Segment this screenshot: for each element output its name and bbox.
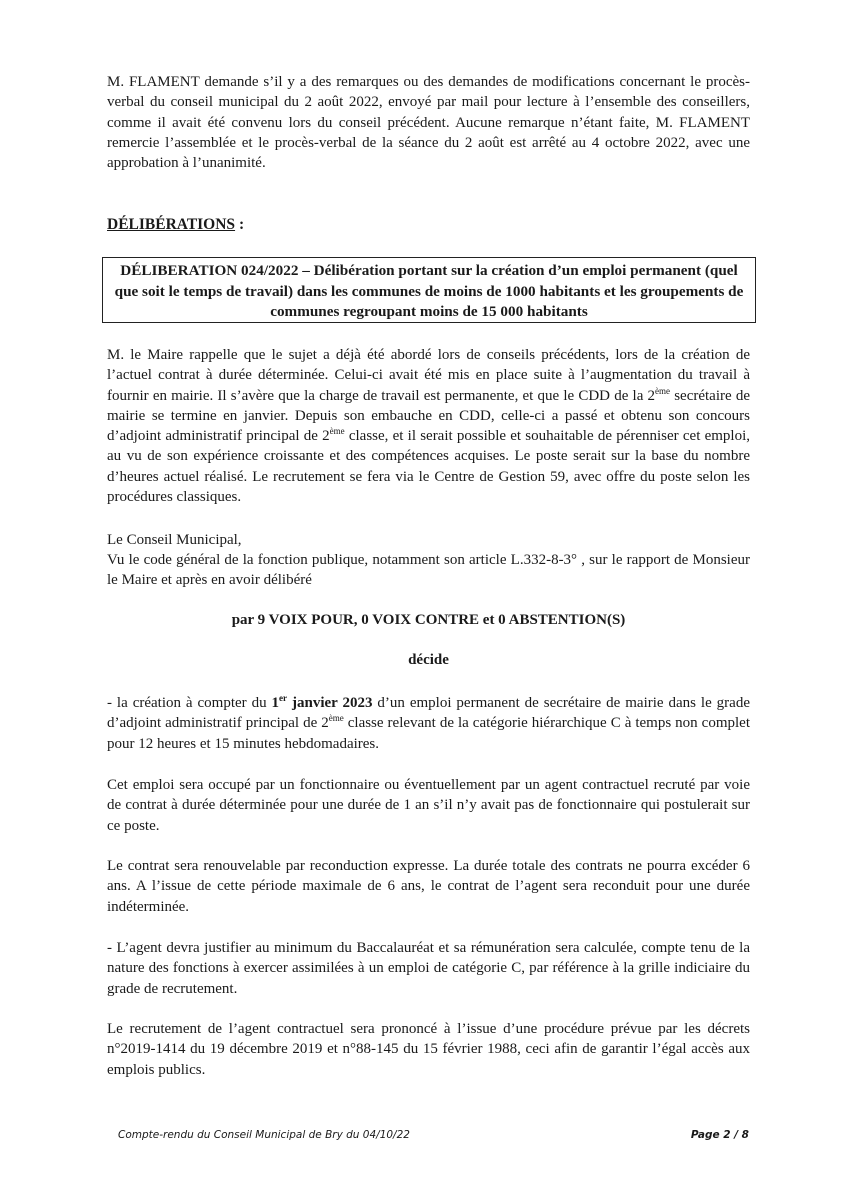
context-paragraph: [107, 345, 750, 507]
decision-date: [272, 695, 373, 711]
superscript: ème: [655, 385, 671, 396]
vu-paragraph: Vu le code général de la fonction publique, notamment son article L.332-8-3° , sur le rapport de Monsieur le Maire et après en avoir délibéré: [107, 552, 750, 589]
superscript: er: [279, 693, 288, 703]
intro-paragraph: M. FLAMENT demande s’il y a des remarques ou des demandes de modifications concernant le procès-verbal du conseil municipal du 2 août 2022, envoyé par mail pour lecture à l’ensemble des conseillers, comme il avait été convenu lors du conseil précédent. Aucune remarque n’étant faite, M. FLAMENT remercie l’assemblée et le procès-verbal de la séance du 2 août est arrêté au 4 octobre 2022, avec une approbation à l’unanimité.: [107, 74, 750, 172]
section-title-text: DÉLIBÉRATIONS: [107, 216, 236, 233]
occupancy-paragraph: Cet emploi sera occupé par un fonctionnaire ou éventuellement par un agent contractuel recruté par voie de contrat à durée déterminée pour une durée de 1 an s’il n’y avait pas de fonctionnaire qui postulerait sur ce poste.: [107, 777, 750, 834]
context-text-b: secrétaire de mairie se termine en janvier. Depuis son embauche en CDD, celle-ci a passé et obtenu son concours d’adjoint administratif principal de 2: [107, 387, 750, 445]
qualification-paragraph: - L’agent devra justifier au minimum du Baccalauréat et sa rémunération sera calculée, compte tenu de la nature des fonctions à exercer assimilées à un emploi de catégorie C, par référence à la grille indiciaire du grade de recrutement.: [107, 940, 750, 997]
section-title-suffix: :: [235, 216, 245, 233]
contract-paragraph: Le contrat sera renouvelable par reconduction expresse. La durée totale des contrats ne pourra excéder 6 ans. A l’issue de cette période maximale de 6 ans, le contrat de l’agent sera reconduit pour une durée indéterminée.: [107, 858, 750, 915]
section-title: [107, 216, 244, 234]
decision-paragraph: [107, 693, 750, 754]
deliberation-title-box: [102, 257, 756, 323]
vote-result: par 9 VOIX POUR, 0 VOIX CONTRE et 0 ABSTENTION(S): [231, 612, 626, 628]
decision-text-a: - la création à compter du: [107, 695, 272, 711]
superscript: ème: [329, 426, 345, 437]
superscript: ème: [328, 713, 344, 724]
decision-text-b: d’un emploi permanent de secrétaire de mairie dans le grade d’adjoint administratif principal de 2: [107, 695, 750, 732]
decision-text-c: classe relevant de la catégorie hiérarchique C à temps non complet pour 12 heures et 15 minutes hebdomadaires.: [107, 715, 750, 752]
conseil-line: Le Conseil Municipal,: [107, 532, 242, 548]
deliberation-title: DÉLIBERATION 024/2022 – Délibération portant sur la création d’un emploi permanent (quel que soit le temps de travail) dans les communes de moins de 1000 habitants et les groupements de communes regroupant moins de 15 000 habitants: [114, 262, 744, 320]
footer-title: Compte-rendu du Conseil Municipal de Bry du 04/10/22: [118, 1129, 410, 1141]
context-text-a: M. le Maire rappelle que le sujet a déjà été abordé lors de conseils précédents, lors de la création de l’actuel contrat à durée déterminée. Celui-ci avait été mis en place suite à l’augmentation du travail à fournir en mairie. Il s’avère que la charge de travail est permanente, et que le CDD de la 2: [107, 347, 750, 404]
decision-date-rest: janvier 2023: [287, 695, 373, 711]
recruitment-paragraph: Le recrutement de l’agent contractuel sera prononcé à l’issue d’une procédure prévue par les décrets n°2019-1414 du 19 décembre 2019 et n°88-145 du 15 février 1988, ceci afin de garantir l’égal accès aux emplois publics.: [107, 1021, 750, 1078]
decide-heading: décide: [408, 652, 449, 668]
page-number: Page 2 / 8: [690, 1129, 749, 1141]
decision-date-day: 1: [271, 695, 280, 711]
context-text-c: classe, et il serait possible et souhaitable de pérenniser cet emploi, au vu de son expérience croissante et des compétences acquises. Le poste serait sur la base du nombre d’heures actuel réalisé. Le recrutement se fera via le Centre de Gestion 59, avec offre du poste selon les procédures classiques.: [107, 428, 750, 506]
